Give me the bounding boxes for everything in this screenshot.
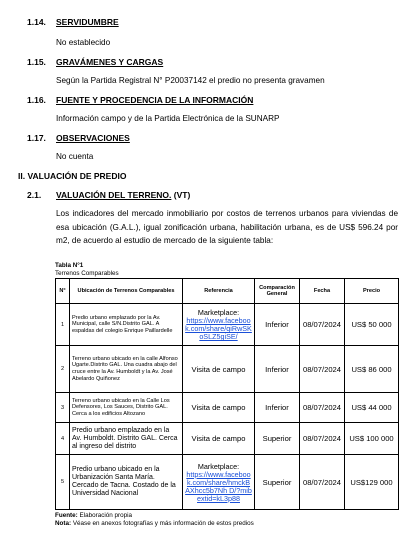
table-row (56, 346, 399, 393)
row-precio: US$129 000 (345, 455, 399, 510)
section-title (56, 190, 190, 200)
section-ii-heading: II. VALUACIÓN DE PREDIO (18, 171, 127, 181)
row-number: 3 (56, 393, 70, 423)
section-body: No establecido (56, 38, 111, 47)
col-header-fecha: Fecha (300, 279, 345, 304)
col-header-referencia: Referencia (183, 279, 255, 304)
section-title: GRAVÁMENES Y CARGAS (56, 57, 164, 67)
section-number: 2.1. (27, 190, 42, 200)
section-body: Según la Partida Registral N° P20037142 el predio no presenta gravamen (56, 76, 325, 85)
section-title: SERVIDUMBRE (56, 17, 119, 27)
row-comparacion: Inferior (255, 393, 300, 423)
row-ubicacion: Terreno urbano ubicado en la Calle Los Defensores, Los Sauces, Distrito GAL. Cerca a los edificios Altozano (70, 393, 183, 423)
row-fecha: 08/07/2024 (300, 423, 345, 455)
valuation-paragraph: Los indicadores del mercado inmobiliario por costos de terrenos urbanos para viviendas de esa ubicación (G.A.L.), igual zonificación urbana, habilitación urbana, es de US$ 596.24 por m2, de acuerdo al estudio de mercado de la siguiente tabla: (56, 209, 398, 246)
row-comparacion: Superior (255, 423, 300, 455)
row-number: 5 (56, 455, 70, 510)
row-referencia: Visita de campo (183, 393, 255, 423)
row-precio: US$ 86 000 (345, 346, 399, 393)
table-header-row (56, 279, 399, 304)
section-number: 1.14. (27, 17, 46, 27)
col-header-precio: Precio (345, 279, 399, 304)
row-referencia (183, 455, 255, 510)
section-number: 1.17. (27, 133, 46, 143)
row-ubicacion: Predio urbano emplazado por la Av. Municipal, calle S/N.Distrito GAL. A espaldas del colegio Enrique Paillardelle (70, 304, 183, 346)
row-precio: US$ 44 000 (345, 393, 399, 423)
row-fecha: 08/07/2024 (300, 304, 345, 346)
row-precio: US$ 50 000 (345, 304, 399, 346)
col-header-n: N° (56, 279, 70, 304)
ref-link[interactable]: https://www.facebook.com/share/hmckBAXhcc5b7Nh D/?mibextid=kL3p88 (185, 469, 252, 503)
row-comparacion: Superior (255, 455, 300, 510)
table-row (56, 304, 399, 346)
row-ubicacion: Predio urbano ubicado en la Urbanización Santa María. Cercado de Tacna. Costado de la Universidad Nacional (70, 455, 183, 510)
table-row (56, 455, 399, 510)
source-label: Fuente: (55, 512, 78, 519)
table-title: Tabla N°1 (55, 262, 84, 269)
table-source (55, 512, 132, 519)
section-title: OBSERVACIONES (56, 133, 130, 143)
row-referencia (183, 304, 255, 346)
row-number: 1 (56, 304, 70, 346)
source-text: Elaboración propia (77, 512, 133, 519)
row-fecha: 08/07/2024 (300, 346, 345, 393)
table-row (56, 393, 399, 423)
col-header-ubicacion: Ubicación de Terrenos Comparables (70, 279, 183, 304)
ref-prefix: Marketplace: (197, 461, 240, 471)
row-number: 4 (56, 423, 70, 455)
section-number: 1.15. (27, 57, 46, 67)
table-note (55, 520, 254, 527)
row-fecha: 08/07/2024 (300, 455, 345, 510)
table-row (56, 423, 399, 455)
section-number: 1.16. (27, 95, 46, 105)
row-fecha: 08/07/2024 (300, 393, 345, 423)
row-comparacion: Inferior (255, 346, 300, 393)
ref-link[interactable]: https://www.facebook.com/share/qiRwSKoSLZ5giSE/ (185, 316, 252, 341)
row-ubicacion: Predio urbano emplazado en la Av. Humboldt. Distrito GAL. Cerca al ingreso del distrito (70, 423, 183, 455)
row-comparacion: Inferior (255, 304, 300, 346)
row-referencia: Visita de campo (183, 423, 255, 455)
comparables-table (55, 278, 399, 510)
col-header-comparacion: Comparación General (255, 279, 300, 304)
section-body: No cuenta (56, 152, 94, 161)
ref-prefix: Marketplace: (197, 308, 240, 317)
note-text: Véase en anexos fotografías y más información de estos predios (71, 520, 254, 527)
row-number: 2 (56, 346, 70, 393)
section-title-text: VALUACIÓN DEL TERRENO. (56, 190, 172, 200)
table-subtitle: Terrenos Comparables (55, 270, 119, 277)
section-title-suffix: (VT) (171, 190, 191, 200)
row-ubicacion: Terreno urbano ubicado en la calle Alfonso Ugarte.Distrito GAL. Una cuadra abajo del cruce entre la Av. Humboldt y la Av. José Abelardo Quiñonez (70, 346, 183, 393)
section-body: Información campo y de la Partida Electrónica de la SUNARP (56, 114, 280, 123)
note-label: Nota: (55, 520, 72, 527)
section-title: FUENTE Y PROCEDENCIA DE LA INFORMACIÓN (56, 95, 254, 105)
row-referencia: Visita de campo (183, 346, 255, 393)
row-precio: US$ 100 000 (345, 423, 399, 455)
